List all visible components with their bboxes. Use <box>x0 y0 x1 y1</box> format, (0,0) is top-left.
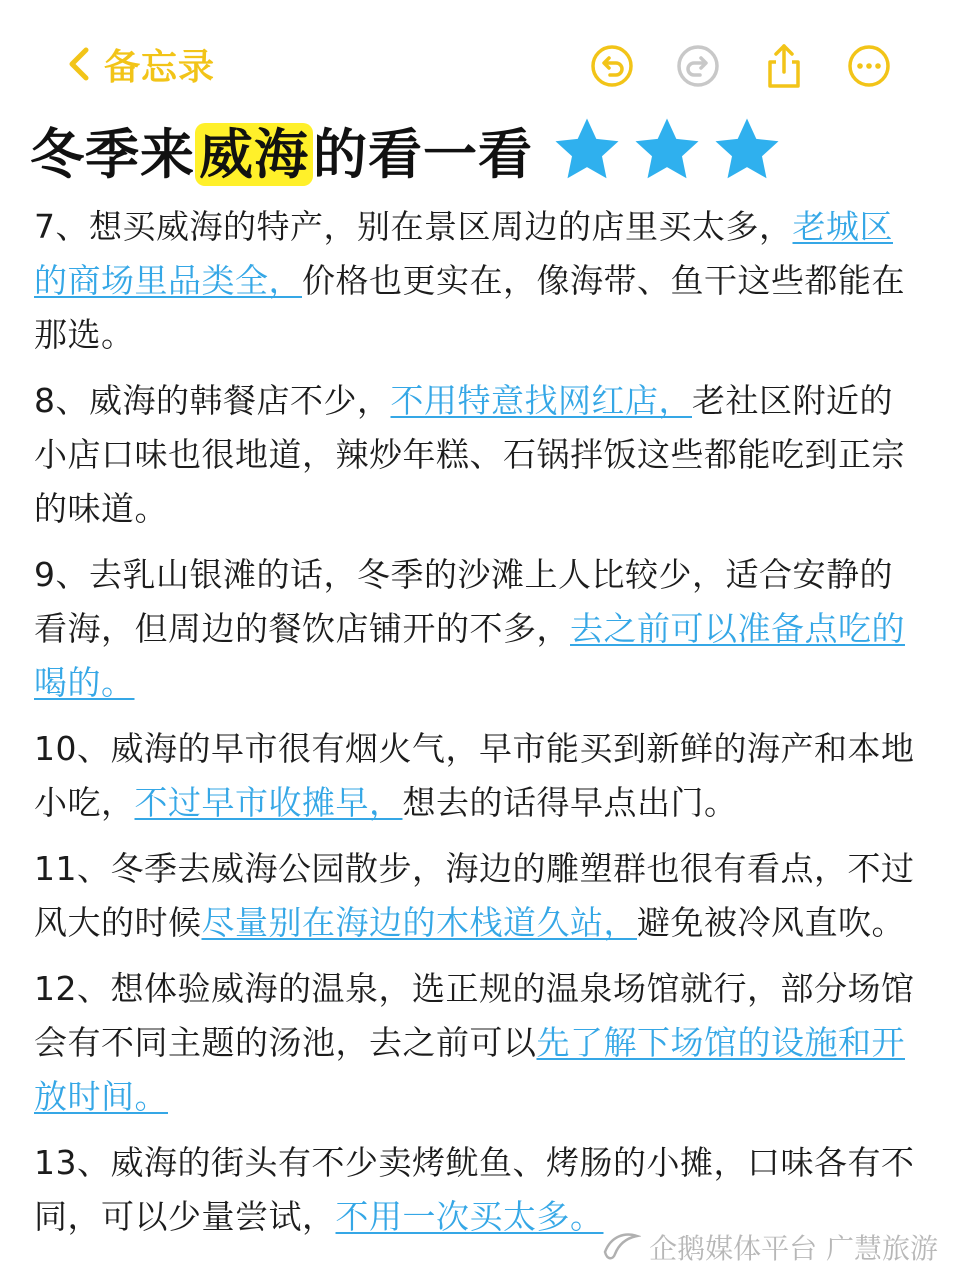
tip-text: 价格也更实在，像海带、鱼干这些都能在那选。 <box>34 261 905 354</box>
navigation-bar <box>0 0 960 110</box>
star-icon <box>711 114 783 186</box>
share-button[interactable] <box>760 42 808 90</box>
more-button[interactable] <box>845 42 893 90</box>
chevron-left-icon <box>64 44 96 84</box>
tip-item-8 <box>34 374 924 536</box>
tip-text: 老社区附近的小店口味也很地道，辣炒年糕、石锅拌饭这些都能吃到正宗的味道。 <box>34 381 905 528</box>
tip-link[interactable]: 去之前可以准备点吃的喝的。 <box>34 609 905 702</box>
tip-text: 13、威海的街头有不少卖烤鱿鱼、烤肠的小摊，口味各有不同，可以少量尝试， <box>34 1143 915 1236</box>
note-body <box>34 200 924 1244</box>
tip-link[interactable]: 老城区的商场里品类全， <box>34 207 893 300</box>
tip-text: 11、冬季去威海公园散步，海边的雕塑群也很有看点，不过风大的时候 <box>34 849 915 942</box>
tip-link[interactable]: 尽量别在海边的木栈道久站， <box>201 903 637 942</box>
tip-item-7 <box>34 200 924 362</box>
undo-button[interactable] <box>588 42 636 90</box>
tip-text: 8、威海的韩餐店不少， <box>34 381 391 420</box>
tip-item-9 <box>34 548 924 710</box>
undo-icon <box>588 42 636 90</box>
tip-text: 想去的话得早点出门。 <box>402 783 738 822</box>
tip-link[interactable]: 不用特意找网红店， <box>390 381 692 420</box>
star-rating <box>551 114 783 186</box>
tip-text: 12、想体验威海的温泉，选正规的温泉场馆就行，部分场馆会有不同主题的汤池，去之前可以 <box>34 969 915 1062</box>
title-prefix: 冬季来 <box>30 122 195 186</box>
tip-item-12 <box>34 962 924 1124</box>
penguin-logo-icon <box>601 1230 641 1264</box>
title-highlight: 威海 <box>195 123 313 186</box>
redo-button[interactable] <box>674 42 722 90</box>
share-icon <box>760 42 808 90</box>
tip-link[interactable]: 不过早市收摊早， <box>134 783 403 822</box>
tip-text: 9、去乳山银滩的话，冬季的沙滩上人比较少，适合安静的看海，但周边的餐饮店铺开的不多， <box>34 555 893 648</box>
title-suffix: 的看一看 <box>313 122 533 186</box>
note-title <box>30 112 533 189</box>
star-icon <box>631 114 703 186</box>
tip-link[interactable]: 不用一次买太多。 <box>335 1197 604 1236</box>
tip-item-10 <box>34 722 924 830</box>
tip-link[interactable]: 先了解下场馆的设施和开放时间。 <box>34 1023 905 1116</box>
note-title-row <box>30 110 783 190</box>
more-icon <box>845 42 893 90</box>
back-label: 备忘录 <box>104 46 216 88</box>
back-button[interactable] <box>64 36 215 92</box>
tip-text: 避免被冷风直吹。 <box>637 903 905 942</box>
tip-item-11 <box>34 842 924 950</box>
redo-icon <box>674 42 722 90</box>
tip-text: 10、威海的早市很有烟火气，早市能买到新鲜的海产和本地小吃， <box>34 729 915 822</box>
watermark <box>601 1227 938 1267</box>
star-icon <box>551 114 623 186</box>
watermark-text: 企鹅媒体平台 广慧旅游 <box>649 1232 938 1265</box>
tip-text: 7、想买威海的特产，别在景区周边的店里买太多， <box>34 207 793 246</box>
